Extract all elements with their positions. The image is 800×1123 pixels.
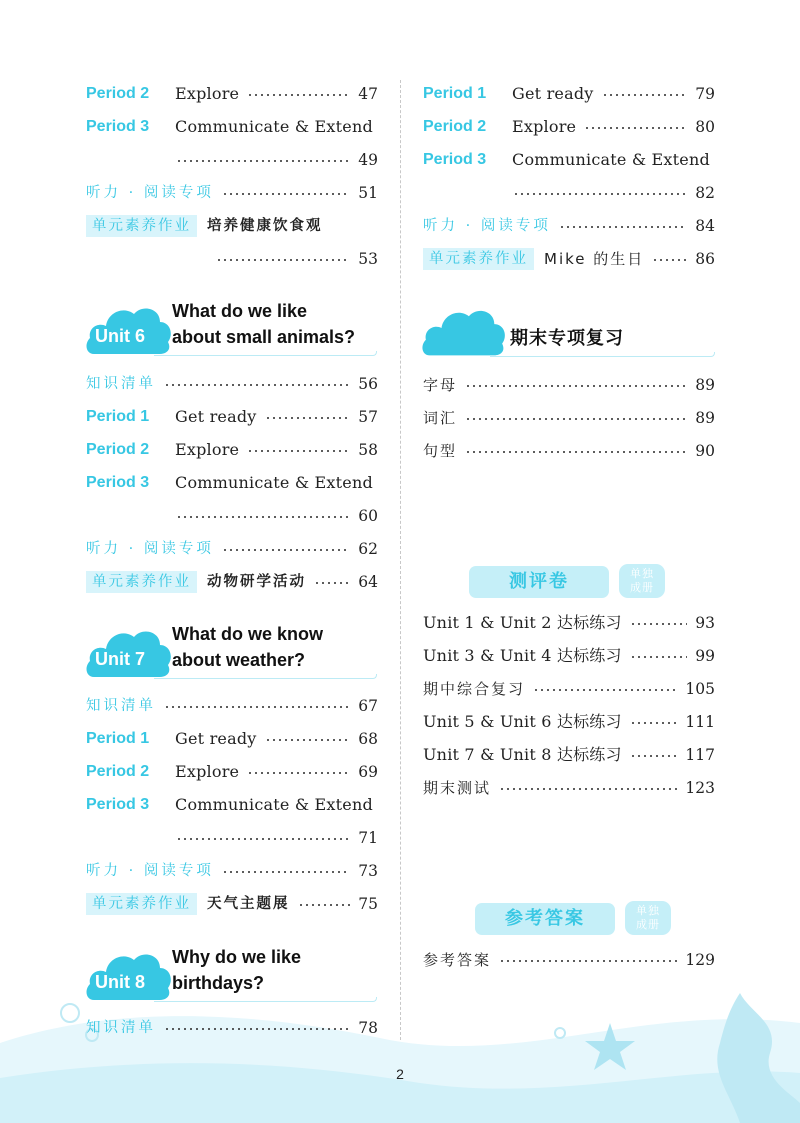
page-number: 53 bbox=[358, 250, 378, 268]
leader-dots bbox=[176, 516, 350, 518]
entry-title: Communicate & Extend bbox=[175, 473, 373, 492]
page-number: 64 bbox=[358, 573, 378, 591]
entry-title: Explore bbox=[512, 117, 577, 136]
period-label: Period 3 bbox=[423, 151, 487, 168]
period-label: Period 2 bbox=[423, 118, 487, 135]
section-title: 参考答案 bbox=[475, 903, 615, 935]
toc-entry[interactable] bbox=[86, 405, 378, 429]
page-number: 71 bbox=[358, 829, 378, 847]
entry-title: 天气主题展 bbox=[207, 896, 290, 912]
page-number: 78 bbox=[358, 1019, 378, 1037]
leader-dots bbox=[314, 582, 350, 584]
unit-7-heading[interactable] bbox=[84, 621, 384, 681]
toc-entry[interactable] bbox=[423, 148, 715, 172]
unit-title bbox=[172, 298, 355, 350]
toc-entry[interactable] bbox=[86, 1016, 378, 1040]
toc-entry[interactable] bbox=[86, 570, 378, 594]
toc-entry[interactable] bbox=[423, 115, 715, 139]
entry-title: 词汇 bbox=[423, 409, 458, 427]
toc-entry[interactable] bbox=[423, 677, 715, 701]
period-label: Period 3 bbox=[86, 796, 150, 813]
page-number: 56 bbox=[358, 375, 378, 393]
page-number: 51 bbox=[358, 184, 378, 202]
leader-dots bbox=[584, 127, 687, 129]
entry-title: Unit 5 & Unit 6 达标练习 bbox=[423, 712, 622, 731]
page-number: 69 bbox=[358, 763, 378, 781]
page-number: 89 bbox=[695, 376, 715, 394]
unit-label: Unit 6 bbox=[95, 326, 146, 346]
entry-title: Explore bbox=[175, 762, 240, 781]
toc-entry[interactable] bbox=[86, 115, 378, 139]
toc-entry[interactable] bbox=[423, 247, 715, 271]
section-tag: 单元素养作业 bbox=[86, 215, 197, 237]
page-number: 75 bbox=[358, 895, 378, 913]
leader-dots bbox=[559, 226, 687, 228]
page-number: 89 bbox=[695, 409, 715, 427]
page-number: 99 bbox=[695, 647, 715, 665]
toc-entry[interactable] bbox=[86, 438, 378, 462]
heading-underline bbox=[154, 997, 377, 1002]
leader-dots bbox=[247, 450, 350, 452]
page-number: 79 bbox=[695, 85, 715, 103]
page-number: 129 bbox=[685, 951, 715, 969]
toc-entry[interactable] bbox=[423, 743, 715, 767]
toc-entry[interactable] bbox=[86, 372, 378, 396]
leader-dots bbox=[652, 259, 687, 261]
toc-entry[interactable] bbox=[86, 471, 378, 495]
section-title: 测评卷 bbox=[469, 566, 609, 598]
separate-booklet-badge bbox=[619, 564, 665, 598]
leader-dots bbox=[499, 788, 677, 790]
entry-title: Explore bbox=[175, 84, 240, 103]
column-divider bbox=[400, 80, 401, 1040]
toc-entry-continuation[interactable] bbox=[86, 504, 378, 528]
leader-dots bbox=[630, 656, 687, 658]
page-number: 111 bbox=[685, 713, 715, 731]
entry-title: Communicate & Extend bbox=[175, 795, 373, 814]
period-label: Period 2 bbox=[86, 85, 150, 102]
cloud-icon bbox=[420, 300, 508, 356]
section-tag: 听力 · 阅读专项 bbox=[86, 185, 214, 201]
period-label: Period 1 bbox=[86, 730, 150, 747]
section-tag: 听力 · 阅读专项 bbox=[423, 218, 551, 234]
leader-dots bbox=[465, 451, 687, 453]
period-label: Period 3 bbox=[86, 118, 150, 135]
section-tag: 单元素养作业 bbox=[86, 571, 197, 593]
period-label: Period 3 bbox=[86, 474, 150, 491]
page-number: 58 bbox=[358, 441, 378, 459]
toc-entry[interactable] bbox=[86, 214, 378, 238]
toc-entry[interactable] bbox=[86, 727, 378, 751]
leader-dots bbox=[499, 960, 677, 962]
entry-title: 动物研学活动 bbox=[207, 574, 306, 590]
toc-entry[interactable] bbox=[86, 760, 378, 784]
entry-title: 期末测试 bbox=[423, 779, 492, 797]
toc-entry-continuation[interactable] bbox=[423, 181, 715, 205]
leader-dots bbox=[602, 94, 687, 96]
entry-title: 参考答案 bbox=[423, 951, 492, 969]
page-number: 49 bbox=[358, 151, 378, 169]
section-tag: 知识清单 bbox=[86, 1020, 156, 1036]
page-number: 47 bbox=[358, 85, 378, 103]
leader-dots bbox=[247, 94, 350, 96]
leader-dots bbox=[164, 1028, 350, 1030]
leader-dots bbox=[630, 722, 678, 724]
leader-dots bbox=[222, 871, 350, 873]
leader-dots bbox=[222, 549, 350, 551]
page-number: 57 bbox=[358, 408, 378, 426]
toc-entry[interactable] bbox=[86, 793, 378, 817]
unit-title-line: birthdays? bbox=[172, 973, 265, 993]
heading-underline bbox=[154, 674, 377, 679]
section-tag: 单元素养作业 bbox=[86, 893, 197, 915]
period-label: Period 1 bbox=[86, 408, 150, 425]
toc-entry-continuation[interactable] bbox=[86, 826, 378, 850]
section-title: 期末专项复习 bbox=[510, 328, 624, 349]
toc-entry[interactable] bbox=[86, 694, 378, 718]
entry-title: Get ready bbox=[175, 407, 257, 426]
leader-dots bbox=[164, 706, 350, 708]
toc-entry[interactable] bbox=[423, 948, 715, 972]
entry-title: Mike 的生日 bbox=[544, 250, 645, 268]
page-number: 80 bbox=[695, 118, 715, 136]
page-number: 86 bbox=[695, 250, 715, 268]
leader-dots bbox=[533, 689, 677, 691]
heading-underline bbox=[490, 352, 715, 357]
unit-title bbox=[172, 621, 323, 673]
badge-line: 单独 bbox=[636, 904, 660, 917]
leader-dots bbox=[298, 904, 351, 906]
page-number: 90 bbox=[695, 442, 715, 460]
leader-dots bbox=[265, 417, 350, 419]
leader-dots bbox=[164, 384, 350, 386]
toc-entry[interactable] bbox=[423, 214, 715, 238]
toc-entry[interactable] bbox=[423, 776, 715, 800]
leader-dots bbox=[176, 838, 350, 840]
page-number: 117 bbox=[685, 746, 715, 764]
leader-dots bbox=[465, 385, 687, 387]
page-number: 123 bbox=[685, 779, 715, 797]
final-review-heading[interactable] bbox=[420, 300, 720, 362]
toc-entry[interactable] bbox=[423, 439, 715, 463]
unit-title-line: Why do we like bbox=[172, 947, 302, 967]
toc-entry[interactable] bbox=[86, 859, 378, 883]
toc-entry-continuation[interactable] bbox=[86, 148, 378, 172]
leader-dots bbox=[630, 755, 678, 757]
section-tag: 知识清单 bbox=[86, 698, 156, 714]
unit-title-line: What do we know bbox=[172, 624, 323, 644]
leader-dots bbox=[216, 259, 350, 261]
page-number: 82 bbox=[695, 184, 715, 202]
leader-dots bbox=[247, 772, 350, 774]
section-tag: 听力 · 阅读专项 bbox=[86, 863, 214, 879]
entry-title: Get ready bbox=[512, 84, 594, 103]
page-number: 84 bbox=[695, 217, 715, 235]
entry-title: Communicate & Extend bbox=[512, 150, 710, 169]
entry-title: Explore bbox=[175, 440, 240, 459]
period-label: Period 2 bbox=[86, 441, 150, 458]
page-number: 68 bbox=[358, 730, 378, 748]
tests-heading[interactable] bbox=[469, 566, 669, 602]
page-number-footer: 2 bbox=[396, 1066, 404, 1082]
section-tag: 听力 · 阅读专项 bbox=[86, 541, 214, 557]
unit-title bbox=[172, 944, 301, 996]
unit-6-heading[interactable] bbox=[84, 298, 384, 358]
period-label: Period 2 bbox=[86, 763, 150, 780]
toc-entry[interactable] bbox=[423, 82, 715, 106]
unit-title-line: about weather? bbox=[172, 650, 306, 670]
toc-entry[interactable] bbox=[86, 181, 378, 205]
unit-8-heading[interactable] bbox=[84, 944, 384, 1004]
page-number: 93 bbox=[695, 614, 715, 632]
unit-label: Unit 8 bbox=[95, 972, 146, 992]
page-number: 62 bbox=[358, 540, 378, 558]
unit-title-line: about small animals? bbox=[172, 327, 356, 347]
leader-dots bbox=[513, 193, 687, 195]
leader-dots bbox=[630, 623, 687, 625]
leader-dots bbox=[265, 739, 350, 741]
section-tag: 单元素养作业 bbox=[423, 248, 534, 270]
toc-entry[interactable] bbox=[86, 82, 378, 106]
entry-title: Unit 7 & Unit 8 达标练习 bbox=[423, 745, 622, 764]
entry-title: Unit 1 & Unit 2 达标练习 bbox=[423, 613, 622, 632]
period-label: Period 1 bbox=[423, 85, 487, 102]
toc-entry[interactable] bbox=[423, 406, 715, 430]
entry-title: 期中综合复习 bbox=[423, 680, 526, 698]
toc-entry[interactable] bbox=[86, 892, 378, 916]
unit-title-line: What do we like bbox=[172, 301, 308, 321]
entry-title: 培养健康饮食观 bbox=[207, 218, 323, 234]
page-number: 67 bbox=[358, 697, 378, 715]
toc-entry[interactable] bbox=[423, 373, 715, 397]
leader-dots bbox=[176, 160, 350, 162]
toc-entry[interactable] bbox=[423, 611, 715, 635]
heading-underline bbox=[154, 351, 377, 356]
badge-line: 成册 bbox=[636, 918, 660, 931]
page-number: 60 bbox=[358, 507, 378, 525]
answers-heading[interactable] bbox=[475, 903, 675, 939]
separate-booklet-badge bbox=[625, 901, 671, 935]
unit-label: Unit 7 bbox=[95, 649, 146, 669]
badge-line: 成册 bbox=[630, 581, 654, 594]
page-number: 105 bbox=[685, 680, 715, 698]
leader-dots bbox=[222, 193, 350, 195]
page-number: 73 bbox=[358, 862, 378, 880]
badge-line: 单独 bbox=[630, 567, 654, 580]
entry-title: 句型 bbox=[423, 442, 458, 460]
toc-entry[interactable] bbox=[86, 537, 378, 561]
leader-dots bbox=[465, 418, 687, 420]
entry-title: Unit 3 & Unit 4 达标练习 bbox=[423, 646, 622, 665]
section-tag: 知识清单 bbox=[86, 376, 156, 392]
entry-title: 字母 bbox=[423, 376, 458, 394]
toc-entry[interactable] bbox=[423, 644, 715, 668]
toc-entry-continuation[interactable] bbox=[86, 247, 378, 271]
entry-title: Get ready bbox=[175, 729, 257, 748]
toc-entry[interactable] bbox=[423, 710, 715, 734]
entry-title: Communicate & Extend bbox=[175, 117, 373, 136]
